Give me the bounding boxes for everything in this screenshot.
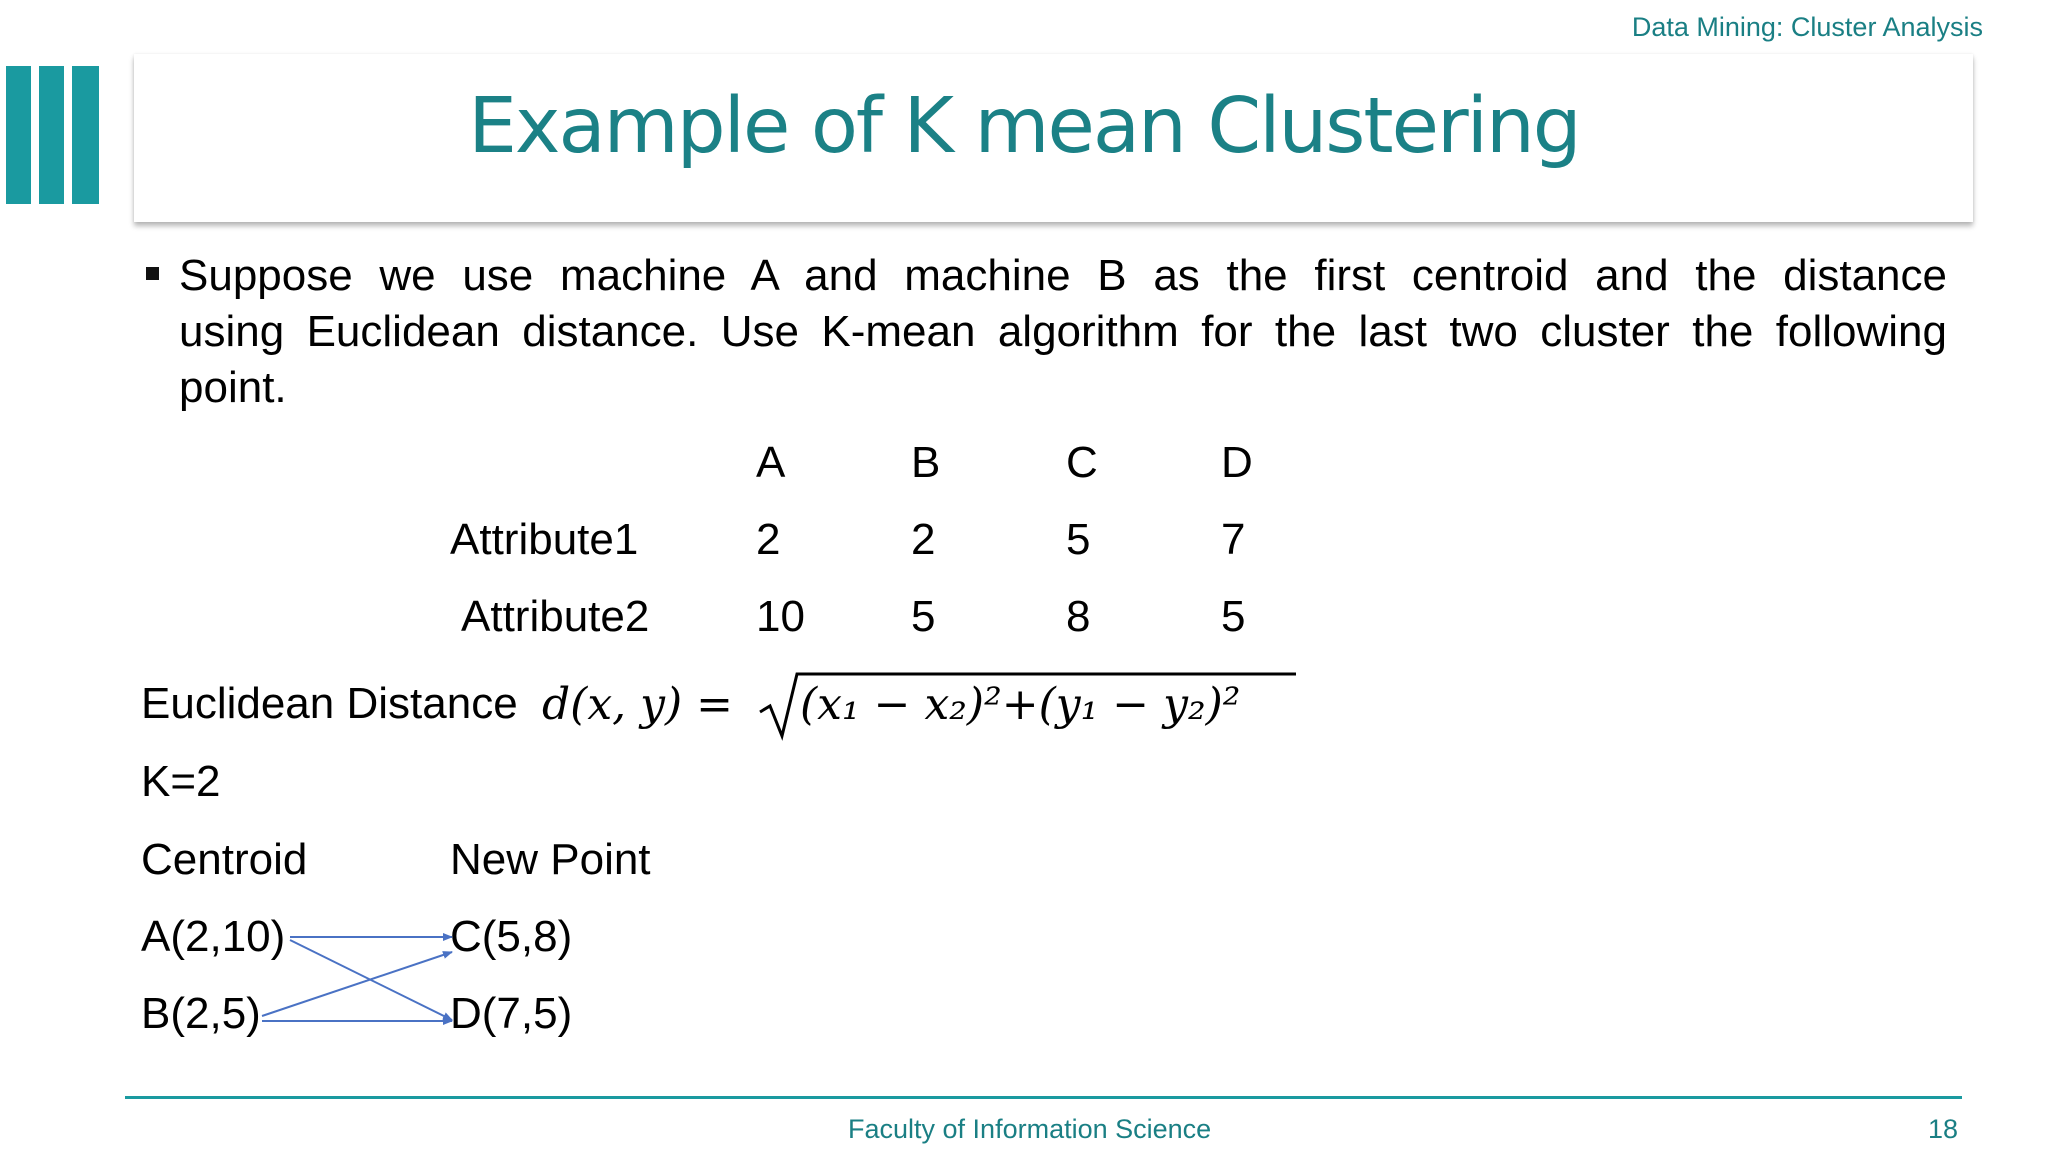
table-cell: 2 xyxy=(756,515,781,564)
table-cell: 8 xyxy=(1066,592,1091,641)
centroid-a: A(2,10) xyxy=(141,912,286,961)
table-cell: 7 xyxy=(1221,515,1246,564)
formula-radicand: (x₁ − x₂)²+(y₁ − y₂)² xyxy=(800,679,1241,730)
table-cell: 5 xyxy=(1221,592,1246,641)
new-point-d: D(7,5) xyxy=(450,989,573,1038)
table-header: D xyxy=(1221,438,1253,487)
centroid-b: B(2,5) xyxy=(141,989,261,1038)
bullet-line-2: using Euclidean distance. Use K-mean algorithm for the last two cluster the following xyxy=(179,307,1947,356)
table-cell: 10 xyxy=(756,592,805,641)
footer-faculty: Faculty of Information Science xyxy=(848,1114,1212,1144)
table-cell: 5 xyxy=(911,592,936,641)
bullet-line-3: point. xyxy=(179,363,287,412)
new-point-c: C(5,8) xyxy=(450,912,573,961)
table-cell: 5 xyxy=(1066,515,1091,564)
formula-lhs: d(x, y) = xyxy=(542,679,733,730)
slide-title: Example of K mean Clustering xyxy=(468,82,1580,171)
new-point-header: New Point xyxy=(450,835,651,884)
table-header: A xyxy=(756,438,786,487)
k-value: K=2 xyxy=(141,757,221,806)
page-number: 18 xyxy=(1928,1114,1959,1144)
table-row-label: Attribute2 xyxy=(461,592,650,641)
centroid-header: Centroid xyxy=(141,835,308,884)
table-header: B xyxy=(911,438,941,487)
bullet-line-1: Suppose we use machine A and machine B as the first centroid and the distance xyxy=(179,251,1947,300)
footer-divider xyxy=(125,1096,1962,1099)
table-header: C xyxy=(1066,438,1098,487)
course-label: Data Mining: Cluster Analysis xyxy=(1631,12,1983,42)
formula-label: Euclidean Distance xyxy=(141,679,518,728)
table-row-label: Attribute1 xyxy=(450,515,639,564)
table-cell: 2 xyxy=(911,515,936,564)
